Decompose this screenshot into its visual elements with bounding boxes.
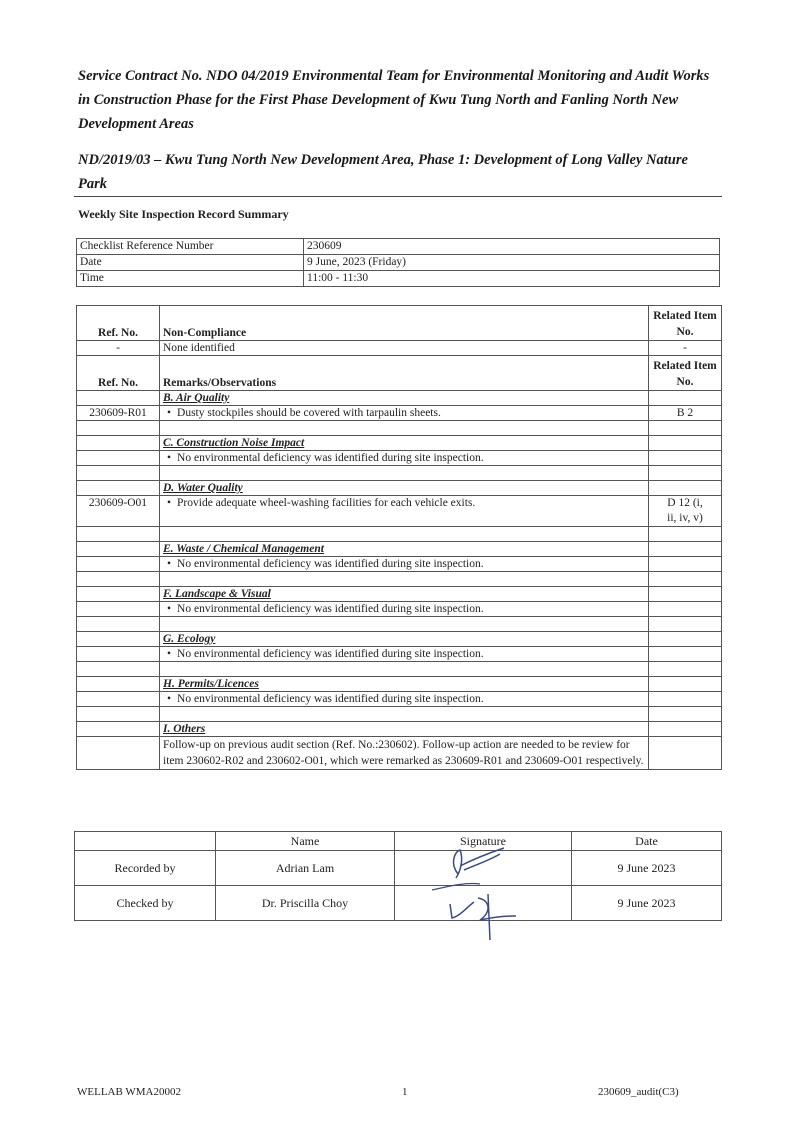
date-value: 9 June, 2023 (Friday) — [304, 255, 720, 271]
waste-remark: • No environmental deficiency was identified during site inspection. — [160, 557, 649, 572]
air-remark: • Dusty stockpiles should be covered with tarpaulin sheets. — [160, 406, 649, 421]
section-row — [77, 587, 722, 602]
landscape-remark: • No environmental deficiency was identified during site inspection. — [160, 602, 649, 617]
contract-title: Service Contract No. NDO 04/2019 Environmental Team for Environmental Monitoring and Audit Works in Construction Phase for the First Phase Development of Kwu Tung North and Fanling North New Development Areas — [78, 68, 710, 132]
col-date-header: Date — [572, 832, 722, 851]
footer-left: WELLAB WMA20002 — [77, 1086, 181, 1098]
others-remark: Follow-up on previous audit section (Ref. No.:230602). Follow-up action are needed to be review for item 230602-R02 and 230602-O01, which were remarked as 230609-R01 and 230609-O01 respectively. — [160, 737, 649, 770]
ref-value: 230609 — [304, 239, 720, 255]
noncompliance-item: - — [649, 341, 722, 356]
col-name-header: Name — [216, 832, 395, 851]
table-row — [77, 737, 722, 770]
checked-name: Dr. Priscilla Choy — [216, 886, 395, 921]
time-label: Time — [77, 271, 304, 287]
air-item: B 2 — [649, 406, 722, 421]
recorded-label: Recorded by — [75, 851, 216, 886]
table-row — [77, 557, 722, 572]
col-related-item-header: Related Item No. — [649, 356, 722, 391]
col-related-item-header: Related Item No. — [649, 306, 722, 341]
section-permits: H. Permits/Licences — [160, 677, 649, 692]
air-ref: 230609-R01 — [77, 406, 160, 421]
table-row — [77, 602, 722, 617]
time-value: 11:00 - 11:30 — [304, 271, 720, 287]
section-air-quality: B. Air Quality — [160, 391, 649, 406]
recorded-name: Adrian Lam — [216, 851, 395, 886]
col-noncompliance-header: Non-Compliance — [160, 306, 649, 341]
remarks-header-row — [77, 356, 722, 391]
water-item: D 12 (i, ii, iv, v) — [649, 496, 722, 527]
section-row — [77, 722, 722, 737]
inspection-findings-table — [76, 305, 722, 770]
table-row — [77, 496, 722, 527]
section-row — [77, 677, 722, 692]
recorded-date: 9 June 2023 — [572, 851, 722, 886]
table-row — [77, 406, 722, 421]
header-divider — [74, 196, 722, 197]
col-ref-header: Ref. No. — [77, 356, 160, 391]
section-water-quality: D. Water Quality — [160, 481, 649, 496]
noncompliance-header-row — [77, 306, 722, 341]
section-row — [77, 632, 722, 647]
section-landscape: F. Landscape & Visual — [160, 587, 649, 602]
section-waste: E. Waste / Chemical Management — [160, 542, 649, 557]
table-row — [77, 341, 722, 356]
project-subtitle: ND/2019/03 – Kwu Tung North New Development Area, Phase 1: Development of Long Valley Nature Park — [78, 152, 688, 192]
footer-right: 230609_audit(C3) — [598, 1086, 679, 1098]
col-ref-header: Ref. No. — [77, 306, 160, 341]
section-row — [77, 391, 722, 406]
table-row — [75, 886, 722, 921]
section-others: I. Others — [160, 722, 649, 737]
table-row — [77, 647, 722, 662]
table-row — [77, 239, 720, 255]
ecology-remark: • No environmental deficiency was identified during site inspection. — [160, 647, 649, 662]
permits-remark: • No environmental deficiency was identified during site inspection. — [160, 692, 649, 707]
inspection-info-table — [76, 238, 720, 287]
section-row — [77, 481, 722, 496]
date-label: Date — [77, 255, 304, 271]
water-remark: • Provide adequate wheel-washing facilities for each vehicle exits. — [160, 496, 649, 527]
table-row — [77, 255, 720, 271]
checked-label: Checked by — [75, 886, 216, 921]
table-row — [75, 851, 722, 886]
section-noise: C. Construction Noise Impact — [160, 436, 649, 451]
ref-label: Checklist Reference Number — [77, 239, 304, 255]
noncompliance-ref: - — [77, 341, 160, 356]
checked-date: 9 June 2023 — [572, 886, 722, 921]
water-ref: 230609-O01 — [77, 496, 160, 527]
section-row — [77, 542, 722, 557]
noncompliance-desc: None identified — [160, 341, 649, 356]
col-signature-header: Signature — [395, 832, 572, 851]
summary-heading: Weekly Site Inspection Record Summary — [78, 207, 289, 221]
col-remarks-header: Remarks/Observations — [160, 356, 649, 391]
table-row — [77, 692, 722, 707]
signoff-header-row — [75, 832, 722, 851]
section-ecology: G. Ecology — [160, 632, 649, 647]
handwritten-signatures — [420, 842, 540, 942]
table-row — [77, 271, 720, 287]
signoff-table — [74, 831, 722, 921]
noise-remark: • No environmental deficiency was identified during site inspection. — [160, 451, 649, 466]
table-row — [77, 451, 722, 466]
page-number: 1 — [402, 1086, 408, 1098]
section-row — [77, 436, 722, 451]
